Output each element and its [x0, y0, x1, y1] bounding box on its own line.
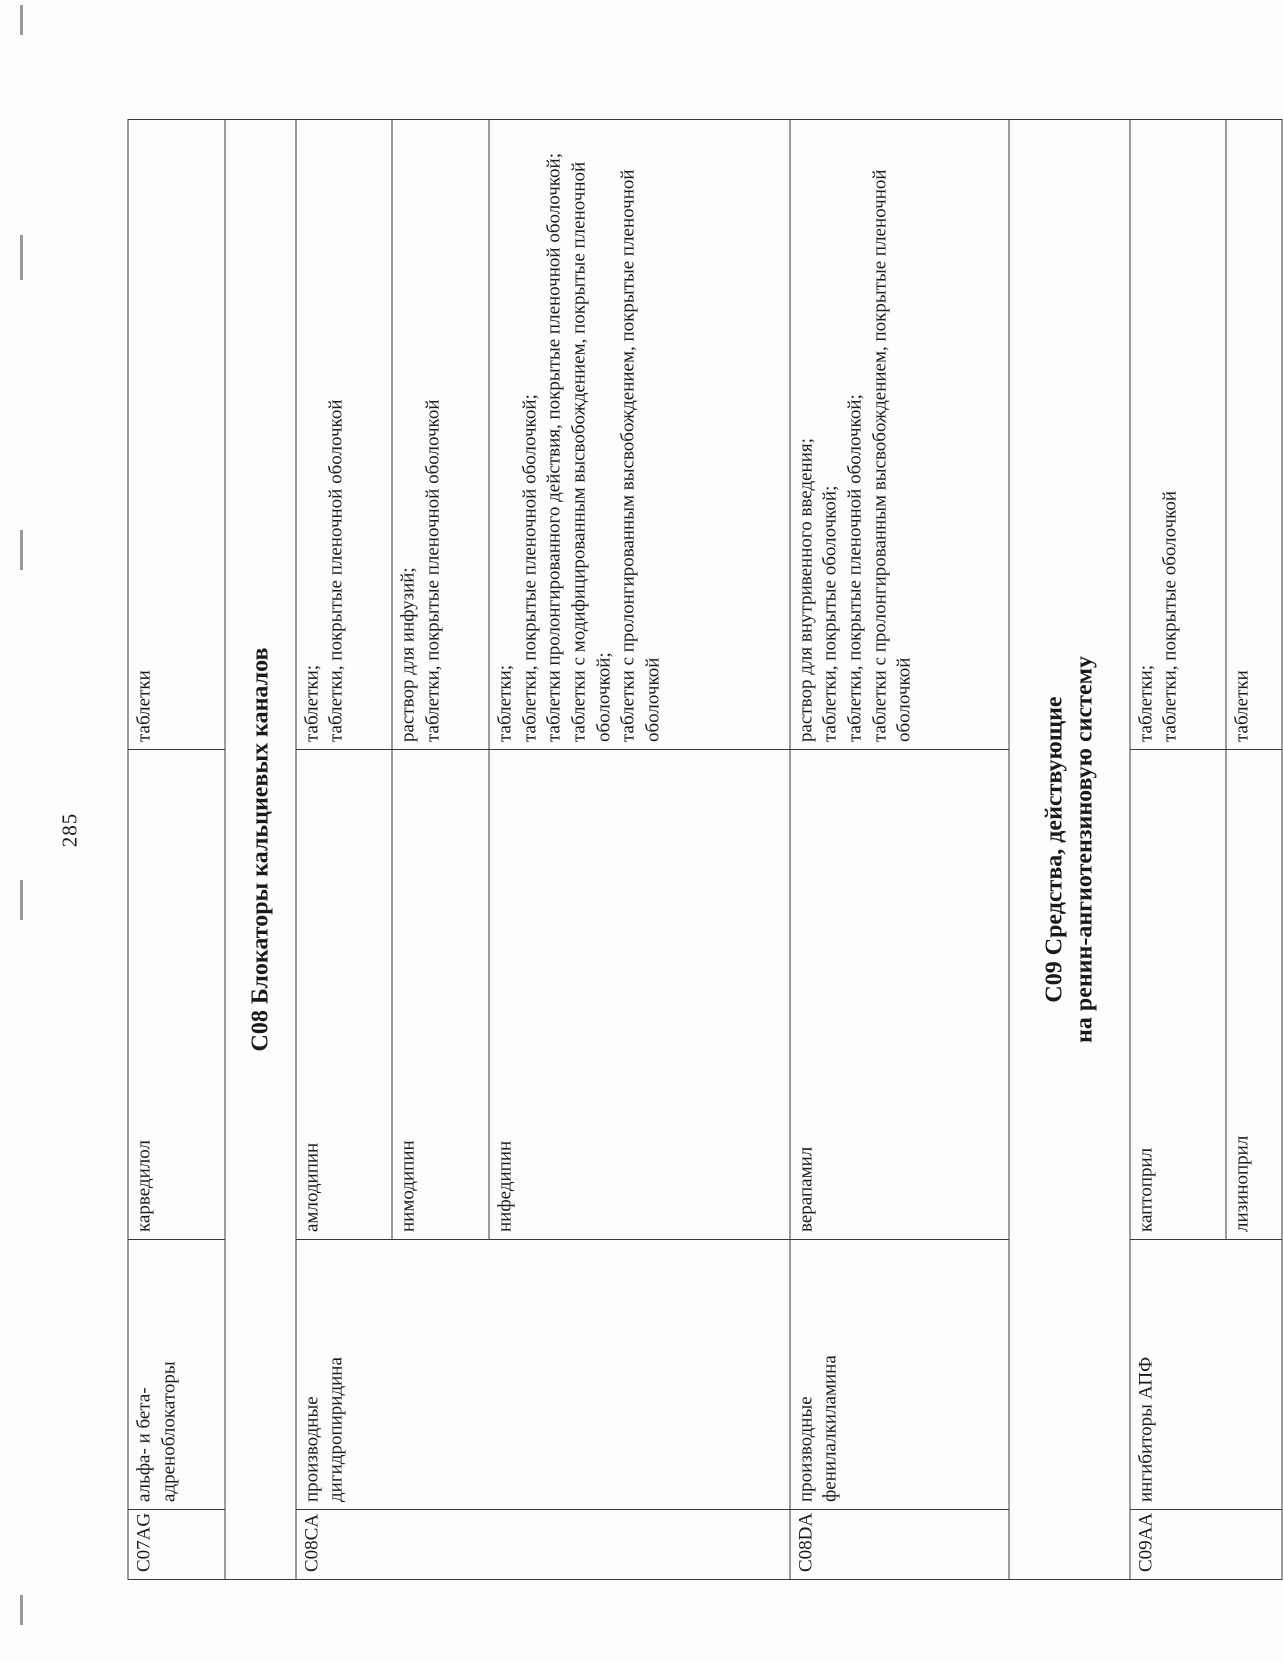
section-row	[225, 120, 296, 1580]
dosage-form-line: таблетки	[1231, 670, 1253, 742]
dosage-form-cell	[489, 120, 790, 750]
drug-name-cell: каптоприл	[1130, 750, 1227, 1240]
table-row	[128, 120, 225, 1580]
dosage-form-line: таблетки с пролонгированным высвобождением, покрытые пленочной оболочкой	[617, 169, 664, 742]
dosage-form-line: раствор для внутривенного введения;	[795, 438, 817, 742]
scan-margin-mark	[20, 880, 23, 920]
drug-name-cell: нифедипин	[489, 750, 790, 1240]
drug-group-cell: альфа- и бета-адреноблокаторы	[128, 1240, 225, 1510]
atc-code-cell: C08CA	[296, 1510, 790, 1580]
drug-name-cell: лизиноприл	[1226, 750, 1282, 1240]
scan-margin-mark	[20, 235, 23, 280]
dosage-form-cell	[1226, 120, 1282, 750]
dosage-form-line: таблетки;	[494, 664, 516, 742]
atc-code-cell: C08DA	[790, 1510, 1009, 1580]
dosage-form-cell	[1130, 120, 1227, 750]
dosage-form-line: раствор для инфузий;	[397, 567, 419, 742]
scan-margin-mark	[20, 1595, 23, 1625]
dosage-form-line: таблетки	[133, 670, 155, 742]
dosage-form-cell	[128, 120, 225, 750]
dosage-form-line: таблетки, покрытые пленочной оболочкой;	[844, 394, 866, 742]
atc-code-cell: C09AA	[1130, 1510, 1282, 1580]
dosage-form-line: таблетки, покрытые оболочкой;	[819, 485, 841, 742]
dosage-form-line: таблетки, покрытые пленочной оболочкой;	[519, 394, 541, 742]
section-title-line: C09 Средства, действующие	[1041, 696, 1068, 1003]
drug-name-cell: верапамил	[790, 750, 1009, 1240]
drug-group-cell: ингибиторы АПФ	[1130, 1240, 1282, 1510]
table-row	[790, 120, 1009, 1580]
drug-table-body	[128, 120, 1282, 1580]
atc-code-cell: C07AG	[128, 1510, 225, 1580]
section-row	[1009, 120, 1130, 1580]
section-title-line: на ренин-ангиотензиновую систему	[1071, 656, 1098, 1043]
dosage-form-line: таблетки пролонгированного действия, покрытые пленочной оболочкой;	[543, 153, 565, 742]
section-title	[225, 120, 296, 1580]
rotated-table-container	[128, 120, 1283, 1580]
dosage-form-line: таблетки;	[301, 664, 323, 742]
section-title-line: C08 Блокаторы кальциевых каналов	[247, 647, 274, 1052]
dosage-form-cell	[790, 120, 1009, 750]
dosage-form-line: таблетки, покрытые оболочкой	[1159, 490, 1181, 742]
dosage-form-cell	[296, 120, 393, 750]
dosage-form-line: таблетки с модифицированным высвобождением, покрытые пленочной оболочкой;	[568, 161, 615, 742]
table-row	[296, 120, 393, 1580]
dosage-form-cell	[392, 120, 489, 750]
drug-group-cell: производные фенилалкиламина	[790, 1240, 1009, 1510]
dosage-form-line: таблетки, покрытые пленочной оболочкой	[422, 399, 444, 742]
drug-group-cell: производные дигидропиридина	[296, 1240, 790, 1510]
table-row	[1130, 120, 1227, 1580]
drug-name-cell: амлодипин	[296, 750, 393, 1240]
section-title	[1009, 120, 1130, 1580]
scan-margin-mark	[20, 530, 23, 570]
dosage-form-line: таблетки, покрытые пленочной оболочкой	[325, 399, 347, 742]
drug-name-cell: нимодипин	[392, 750, 489, 1240]
drug-name-cell: карведилол	[128, 750, 225, 1240]
drug-table	[128, 119, 1283, 1580]
scan-margin-mark	[20, 5, 23, 35]
page-number: 285	[57, 812, 82, 848]
dosage-form-line: таблетки;	[1135, 664, 1157, 742]
dosage-form-line: таблетки с пролонгированным высвобождением, покрытые пленочной оболочкой	[869, 169, 915, 742]
